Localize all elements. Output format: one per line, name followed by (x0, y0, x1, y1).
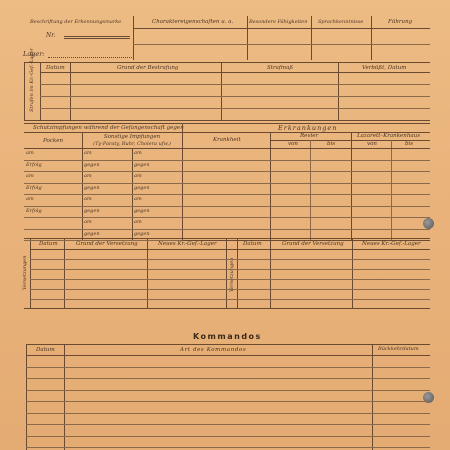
kommandos-row-line (26, 413, 430, 414)
strafen-row-3 (40, 108, 430, 109)
impf-header: Schutzimpfungen während der Gefangenschaft gegen (33, 125, 184, 131)
erkr-lazarett: Lazarett–Krankenhaus (357, 133, 421, 139)
vers-grund-1: Grund der Versetzung (76, 241, 138, 247)
impf-cell-b: gegen (84, 207, 100, 214)
header-col-sep-2 (311, 16, 312, 60)
strafen-row-1 (40, 84, 430, 85)
erkr-bis-2: bis (405, 141, 414, 147)
erkr-row-line (182, 217, 430, 218)
strafen-top (24, 62, 430, 63)
strafen-sep-1 (70, 62, 71, 120)
impf-cell-c: am (134, 150, 142, 156)
erkr-row-line (182, 194, 430, 195)
impf-cell-c: am (134, 219, 142, 225)
kommandos-top (26, 344, 430, 345)
strafen-sep-3 (338, 62, 339, 120)
strafen-verbuesst: Verbüßt, Datum (362, 65, 407, 71)
erkr-row-line (182, 206, 430, 207)
impf-row-line (24, 240, 182, 241)
erkr-sep-revier (310, 140, 311, 240)
erkr-von-1: von (288, 141, 298, 147)
vers-datum-2: Datum (243, 241, 262, 247)
vers-grund-2: Grund der Versetzung (282, 241, 344, 247)
erkr-sep-lazarett (391, 140, 392, 240)
impf-cell-c: gegen (134, 230, 150, 237)
erkr-revier: Revier (300, 133, 319, 139)
erkr-von-2: von (367, 141, 377, 147)
kommandos-header-line (26, 355, 430, 356)
kommandos-datum: Datum (36, 347, 55, 353)
vers-header-line (30, 249, 430, 250)
impf-erkr-sep (182, 123, 183, 240)
vers-neues-2: Neues Kr.-Gef.-Lager (362, 241, 421, 247)
impf-cell-b: am (84, 150, 92, 156)
impf-cell-c: gegen (134, 161, 150, 168)
erkr-krankheit: Krankheit (213, 137, 241, 143)
impf-cell-b: am (84, 173, 92, 179)
erkr-bis-1: bis (327, 141, 336, 147)
col-faehigkeiten: Besondere Fähigkeiten (249, 19, 308, 25)
impf-cell-b: am (84, 219, 92, 225)
nr-line-2 (64, 38, 130, 39)
erkr-row-line (182, 171, 430, 172)
punch-hole-top (423, 218, 434, 229)
field-label-erkennungsmarke: Beschriftung der Erkennungsmarke (30, 19, 122, 25)
col-fuehrung: Führung (388, 19, 413, 25)
field-label-lager: Lager: (23, 50, 45, 58)
strafen-side-label: Strafen im Kr.-Gef.-Lager (29, 48, 35, 112)
kommandos-left (26, 344, 27, 450)
impf-cell-a: am (26, 173, 34, 179)
kommandos-rueck: Rückkehrdatum (378, 346, 419, 352)
impf-row-line (24, 206, 182, 207)
header-divider (133, 16, 134, 60)
impf-sonstige: Sonstige Impfungen (103, 134, 161, 140)
impf-cell-c: gegen (134, 184, 150, 191)
impf-cell-c: am (134, 173, 142, 179)
strafen-bottom (24, 120, 430, 121)
strafen-left (24, 62, 25, 120)
impf-cell-b: gegen (84, 230, 100, 237)
impf-cell-a: am (26, 150, 34, 156)
vers-row-line (30, 269, 430, 270)
impf-row-line (24, 194, 182, 195)
vers-row-line (30, 299, 430, 300)
kommandos-sep-2 (372, 344, 373, 450)
strafen-sep-side (40, 62, 41, 120)
impf-row-line (24, 217, 182, 218)
erkr-row-line (182, 183, 430, 184)
impf-row-line (24, 160, 182, 161)
kommandos-row-line (26, 424, 430, 425)
impf-sonstige-sub: (Ty-Paraty, Ruhr, Cholera ufw.) (93, 141, 171, 147)
kommandos-row-line (26, 367, 430, 368)
vers-bottom (24, 308, 430, 309)
header-row-line (133, 44, 430, 45)
kommandos-sep-1 (64, 344, 65, 450)
header-col-sep-1 (247, 16, 248, 60)
impf-subheader-line (24, 148, 182, 149)
impf-cell-a: Erfolg (26, 184, 42, 191)
impf-row-line (24, 183, 182, 184)
kommandos-row-line (26, 436, 430, 437)
vers-row-line (30, 259, 430, 260)
col-charakter: Charaktereigenschaften u. a. (152, 19, 234, 25)
impf-cell-c: gegen (134, 207, 150, 214)
impf-cell-b: gegen (84, 184, 100, 191)
lager-line (48, 57, 132, 58)
strafen-strafmass: Strafmaß (267, 65, 294, 71)
impf-cell-a: Erfolg (26, 161, 42, 168)
kommandos-title: Kommandos (193, 332, 262, 341)
vers-row-line (30, 279, 430, 280)
strafen-datum: Datum (46, 65, 65, 71)
erkr-subheader-line (182, 148, 430, 149)
impf-cell-b: gegen (84, 161, 100, 168)
strafen-sep-2 (221, 62, 222, 120)
impf-cell-b: am (84, 196, 92, 202)
vers-row-line (30, 289, 430, 290)
erkr-row-line (182, 160, 430, 161)
vers-datum-1: Datum (39, 241, 58, 247)
impf-row-line (24, 171, 182, 172)
impf-top (24, 123, 430, 124)
kommandos-art: Art des Kommandos (180, 347, 247, 353)
kommandos-row-line (26, 447, 430, 448)
impf-header-line (24, 132, 182, 133)
impf-cell-a: Erfolg (26, 207, 42, 214)
vers-side-label-2: Versetzungen (229, 257, 235, 292)
impf-cell-c: am (134, 196, 142, 202)
col-sprachen: Sprachkenntnisse (318, 19, 364, 25)
kommandos-row-line (26, 390, 430, 391)
strafen-header-line (40, 72, 430, 73)
strafen-grund: Grund der Bestrafung (117, 65, 179, 71)
impf-pocken: Pocken (43, 138, 63, 144)
header-col-sep-3 (371, 16, 372, 60)
impf-row-line (24, 229, 182, 230)
strafen-row-2 (40, 96, 430, 97)
kommandos-row-line (26, 378, 430, 379)
vers-neues-1: Neues Kr.-Gef.-Lager (158, 241, 217, 247)
nr-line (64, 36, 130, 37)
erkr-header: Erkrankungen (278, 124, 338, 132)
erkr-row-line (182, 229, 430, 230)
impf-cell-a: am (26, 196, 34, 202)
erkr-sub-line (270, 140, 430, 141)
vers-side-label-1: Versetzungen (22, 255, 28, 290)
vers-top (24, 238, 430, 239)
header-rule (133, 28, 430, 29)
kommandos-row-line (26, 401, 430, 402)
field-label-nr: Nr. (46, 32, 56, 39)
